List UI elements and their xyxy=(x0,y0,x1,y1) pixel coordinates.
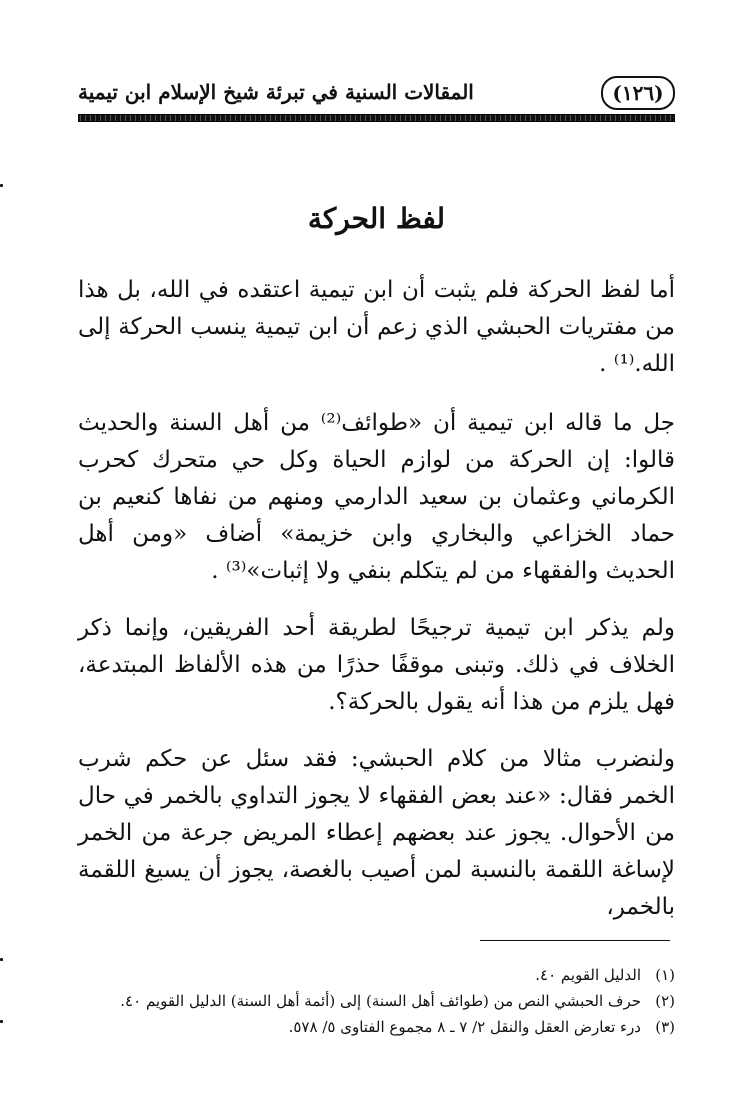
paragraph: أما لفظ الحركة فلم يثبت أن ابن تيمية اعتقده في الله، بل هذا من مفتريات الحبشي الذي زعم أن ابن تيمية ينسب الحركة إلى الله.⁽¹⁾ . xyxy=(78,277,675,377)
footnote-number: (٢) xyxy=(655,992,675,1010)
section-title: لفظ الحركة xyxy=(307,202,446,235)
footnote xyxy=(78,962,675,988)
footnote xyxy=(78,1014,675,1040)
footnote xyxy=(78,988,675,1014)
footnote-text: حرف الحبشي النص من (طوائف أهل السنة) إلى (أئمة أهل السنة) الدليل القويم ٤٠. xyxy=(120,992,641,1010)
footnote-number: (١) xyxy=(655,966,675,984)
footnote-separator xyxy=(480,940,670,941)
margin-speck xyxy=(0,958,3,961)
footnote-number: (٣) xyxy=(655,1018,675,1036)
header-rule xyxy=(78,114,675,122)
footnote-text: الدليل القويم ٤٠. xyxy=(535,966,641,984)
footnotes xyxy=(78,962,675,1040)
footnote-text: درء تعارض العقل والنقل ٢/ ٧ ـ ٨ مجموع الفتاوى ٥/ ٥٧٨. xyxy=(288,1018,641,1036)
body-text xyxy=(78,272,675,946)
paragraph: ولنضرب مثالا من كلام الحبشي: فقد سئل عن حكم شرب الخمر فقال: «عند بعض الفقهاء لا يجوز التداوي بالخمر في حال من الأحوال. يجوز عند بعضهم إعطاء المريض جرعة من الخمر لإساغة اللقمة بالنسبة لمن أصيب بالغصة، يجوز أن يسيغ اللقمة بالخمر، xyxy=(78,746,675,920)
page-header xyxy=(78,74,675,120)
paragraph: جل ما قاله ابن تيمية أن «طوائف⁽²⁾ من أهل السنة والحديث قالوا: إن الحركة من لوازم الحياة وكل حي متحرك كحرب الكرماني وعثمان بن سعيد الدارمي ومنهم من نفاها كنعيم بن حماد الخزاعي والبخاري وابن خزيمة» أضاف «ومن أهل الحديث والفقهاء من لم يتكلم بنفي ولا إثبات»⁽³⁾ . xyxy=(78,410,675,584)
margin-speck xyxy=(0,1020,3,1023)
margin-speck xyxy=(0,184,3,187)
page-number: (١٢٦) xyxy=(601,76,675,110)
running-title: المقالات السنية في تبرئة شيخ الإسلام ابن تيمية xyxy=(78,80,474,104)
paragraph: ولم يذكر ابن تيمية ترجيحًا لطريقة أحد الفريقين، وإنما ذكر الخلاف في ذلك. وتبنى موقفًا حذرًا من هذه الألفاظ المبتدعة، فهل يلزم من هذا أنه يقول بالحركة؟. xyxy=(78,615,675,715)
